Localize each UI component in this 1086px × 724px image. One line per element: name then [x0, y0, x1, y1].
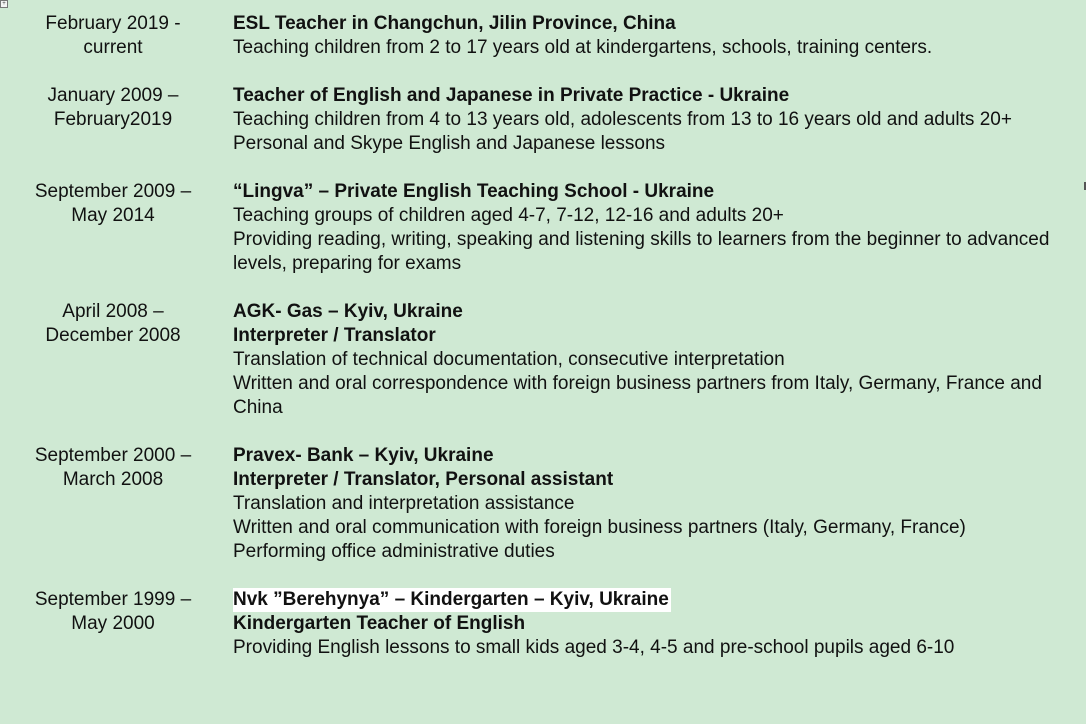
entry-title: Teacher of English and Japanese in Private Practice - Ukraine — [233, 85, 790, 106]
entry-content — [226, 180, 1063, 276]
experience-entry — [0, 444, 1086, 564]
entry-line: Written and oral correspondence with foreign business partners from Italy, Germany, France and China — [233, 373, 1042, 418]
entry-line: Teaching children from 4 to 13 years old, adolescents from 13 to 16 years old and adults 20+ — [233, 109, 1012, 130]
entry-content — [226, 84, 1063, 156]
entry-title: Nvk ”Berehynya” – Kindergarten – Kyiv, Ukraine — [233, 589, 669, 610]
entry-line: Providing English lessons to small kids aged 3-4, 4-5 and pre-school pupils aged 6-10 — [233, 637, 955, 658]
entry-date: September 2009 – May 2014 — [34, 181, 192, 226]
entry-role: Kindergarten Teacher of English — [233, 613, 526, 634]
experience-entry — [0, 180, 1086, 276]
entry-content — [226, 12, 1063, 60]
experience-entry — [0, 84, 1086, 156]
entry-line: Performing office administrative duties — [233, 541, 555, 562]
entry-date: September 1999 – May 2000 — [34, 589, 192, 634]
entry-title: “Lingva” – Private English Teaching School - Ukraine — [233, 181, 715, 202]
entry-line: Translation of technical documentation, consecutive interpretation — [233, 349, 785, 370]
entry-role: Interpreter / Translator — [233, 325, 436, 346]
entry-date: January 2009 – February2019 — [47, 85, 179, 130]
experience-entry — [0, 300, 1086, 420]
entry-content — [226, 300, 1063, 420]
entry-date: February 2019 - current — [45, 13, 181, 58]
entry-line: Written and oral communication with foreign business partners (Italy, Germany, France) — [233, 517, 966, 538]
entry-line: Teaching groups of children aged 4-7, 7-12, 12-16 and adults 20+ — [233, 205, 784, 226]
table-move-handle-icon[interactable]: + — [0, 0, 8, 8]
entry-line: Personal and Skype English and Japanese lessons — [233, 133, 666, 154]
entry-content — [226, 588, 1063, 660]
entry-role: Interpreter / Translator, Personal assistant — [233, 469, 614, 490]
experience-table — [0, 12, 1086, 684]
entry-title: AGK- Gas – Kyiv, Ukraine — [233, 301, 463, 322]
entry-line: Providing reading, writing, speaking and listening skills to learners from the beginner to advanced levels, preparing for exams — [233, 229, 1050, 274]
entry-date: September 2000 – March 2008 — [34, 445, 192, 490]
experience-entry — [0, 588, 1086, 660]
entry-line: Teaching children from 2 to 17 years old at kindergartens, schools, training centers. — [233, 37, 933, 58]
experience-entry — [0, 12, 1086, 60]
entry-content — [226, 444, 1063, 564]
entry-date: April 2008 – December 2008 — [45, 301, 181, 346]
entry-title: ESL Teacher in Changchun, Jilin Province, China — [233, 13, 676, 34]
entry-title: Pravex- Bank – Kyiv, Ukraine — [233, 445, 494, 466]
entry-line: Translation and interpretation assistance — [233, 493, 575, 514]
